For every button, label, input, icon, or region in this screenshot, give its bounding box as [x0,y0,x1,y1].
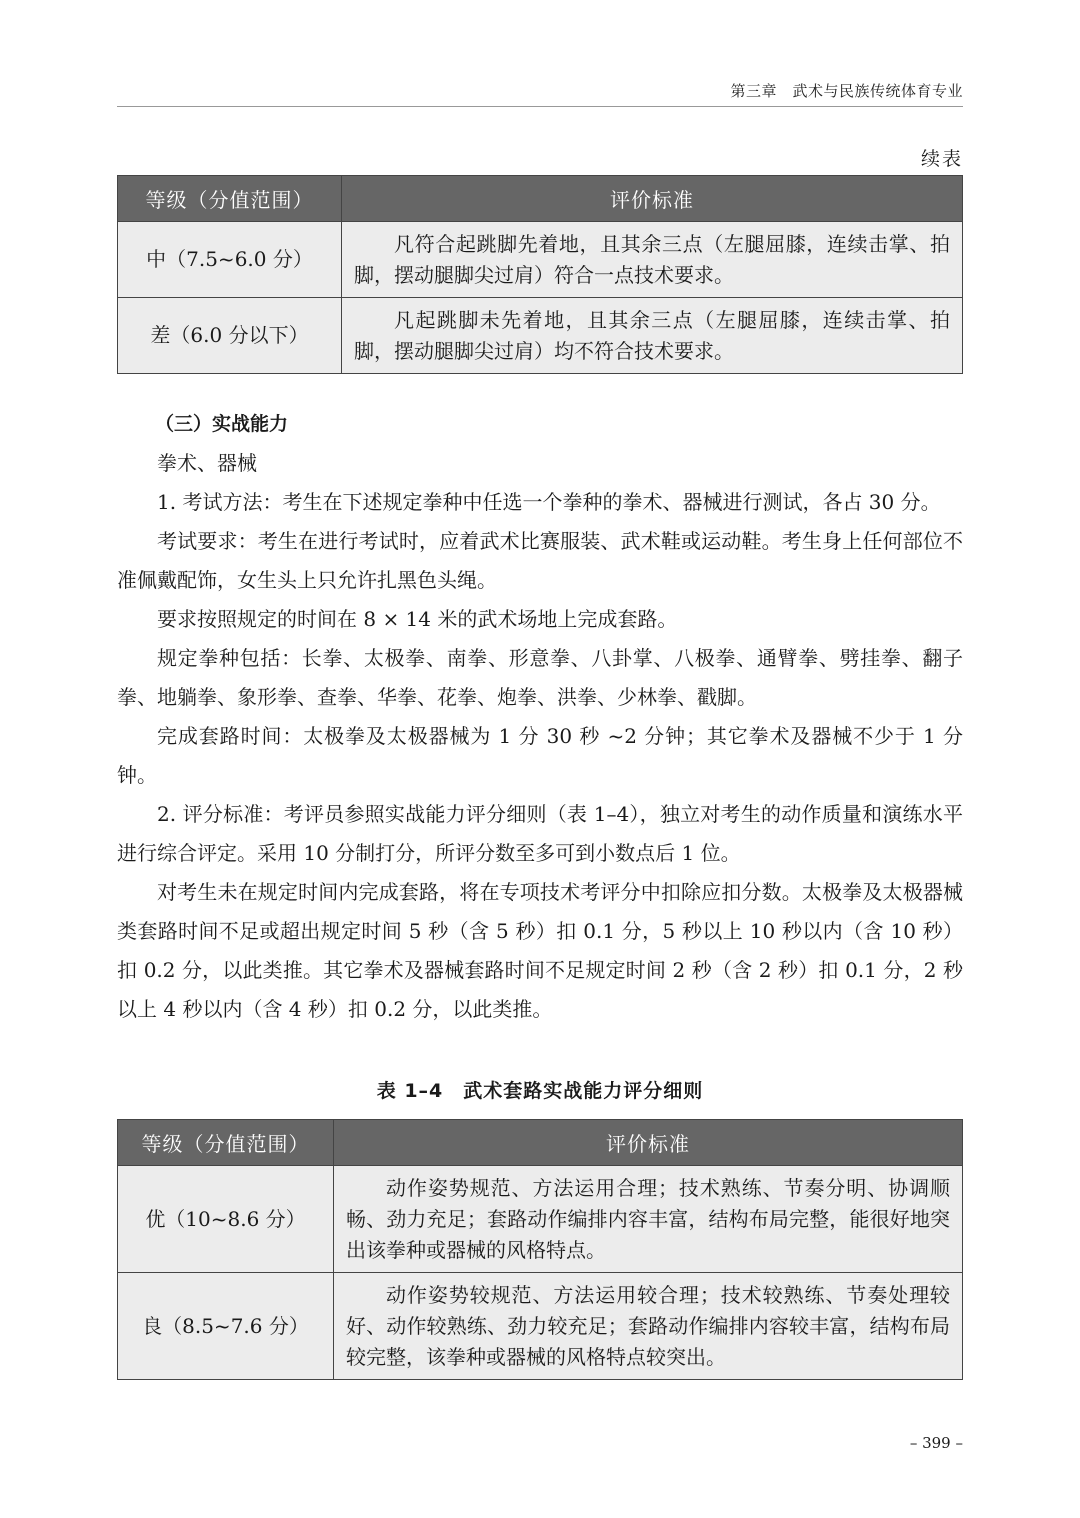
table-header-row [118,1120,963,1166]
grade-level-cell: 优（10~8.6 分） [118,1166,334,1273]
subtitle: 拳术、器械 [157,451,257,475]
column-header-level: 等级（分值范围） [118,176,342,222]
body-text [117,405,963,1029]
grade-table [117,1119,963,1380]
paragraph: 要求按照规定的时间在 8 × 14 米的武术场地上完成套路。 [157,607,678,631]
continued-label: 续表 [920,148,963,170]
section-title: （三）实战能力 [155,413,289,435]
table-caption: 表 1–4 武术套路实战能力评分细则 [376,1080,704,1102]
paragraph: 完成套路时间：太极拳及太极器械为 1 分 30 秒 ~2 分钟；其它拳术及器械不少于 1 分钟。 [117,724,963,787]
criteria-cell: 动作姿势较规范、方法运用较合理；技术较熟练、节奏处理较好、动作较熟练、劲力较充足；套路动作编排内容较丰富，结构布局较完整，该拳种或器械的风格特点较突出。 [334,1273,963,1380]
page-number: – 399 – [909,1434,963,1452]
table-header-row [118,176,963,222]
criteria-cell: 动作姿势规范、方法运用合理；技术熟练、节奏分明、协调顺畅、劲力充足；套路动作编排内容丰富，结构布局完整，能很好地突出该拳种或器械的风格特点。 [334,1166,963,1273]
running-head: 第三章 武术与民族传统体育专业 [730,82,963,100]
paragraph: 对考生未在规定时间内完成套路，将在专项技术考评分中扣除应扣分数。太极拳及太极器械类套路时间不足或超出规定时间 5 秒（含 5 秒）扣 0.1 分，5 秒以上 10 秒以内（含 10 秒）扣 0.2 分，以此类推。其它拳术及器械套路时间不足规定时间 2 秒（含 2 秒）扣 0.1 分，2 秒以上 4 秒以内（含 4 秒）扣 0.2 分，以此类推。 [117,880,963,1021]
table-row [118,1166,963,1273]
grade-level-cell: 良（8.5~7.6 分） [118,1273,334,1380]
criteria-cell: 凡符合起跳脚先着地，且其余三点（左腿屈膝，连续击掌、拍脚，摆动腿脚尖过肩）符合一点技术要求。 [342,222,963,298]
column-header-criteria: 评价标准 [342,176,963,222]
paragraph: 1. 考试方法：考生在下述规定拳种中任选一个拳种的拳术、器械进行测试，各占 30 分。 [157,490,941,514]
grade-level-cell: 差（6.0 分以下） [118,298,342,374]
grade-level-cell: 中（7.5~6.0 分） [118,222,342,298]
grade-table-continued [117,175,963,374]
table-row [118,298,963,374]
paragraph: 2. 评分标准：考评员参照实战能力评分细则（表 1–4），独立对考生的动作质量和演练水平进行综合评定。采用 10 分制打分，所评分数至多可到小数点后 1 位。 [117,802,963,865]
table-row [118,222,963,298]
column-header-level: 等级（分值范围） [118,1120,334,1166]
header-rule [117,106,963,107]
criteria-cell: 凡起跳脚未先着地，且其余三点（左腿屈膝，连续击掌、拍脚，摆动腿脚尖过肩）均不符合技术要求。 [342,298,963,374]
paragraph: 规定拳种包括：长拳、太极拳、南拳、形意拳、八卦掌、八极拳、通臂拳、劈挂拳、翻子拳、地躺拳、象形拳、查拳、华拳、花拳、炮拳、洪拳、少林拳、戳脚。 [117,646,963,709]
column-header-criteria: 评价标准 [334,1120,963,1166]
paragraph: 考试要求：考生在进行考试时，应着武术比赛服装、武术鞋或运动鞋。考生身上任何部位不准佩戴配饰，女生头上只允许扎黑色头绳。 [117,529,963,592]
table-row [118,1273,963,1380]
